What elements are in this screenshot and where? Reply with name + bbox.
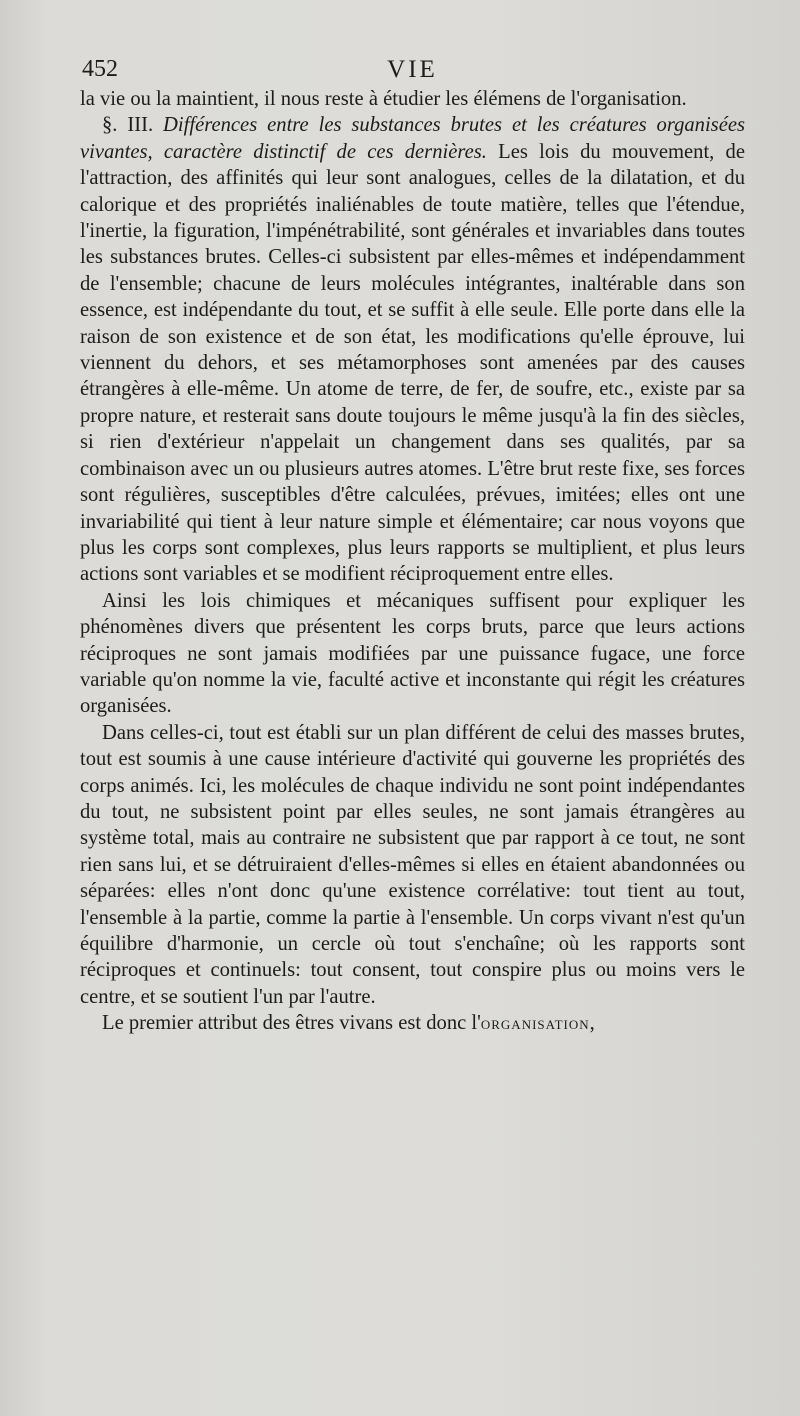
- keyword-organisation: organisation: [480, 1013, 590, 1034]
- paragraph-2-text: Les lois du mouvement, de l'attraction, des affinités qui leur sont analogues, celles de la dilatation, et du calorique et des propriétés inaliénables de toute matière, telles que l'étendue, l'inertie, la figuration, l'impénétrabilité, sont générales et invariables dans toutes les substances brutes. Celles-ci subsistent par elles-mêmes et indépendamment de l'ensemble; chacune de leurs molécules intégrantes, inaltérable dans son essence, est indépendante du tout, et se suffit à elle seule. Elle porte dans elle la raison de son existence et de son état, les modifications qu'elle éprouve, lui viennent du dehors, et ses métamorphoses sont amenées par des causes étrangères à elle-même. Un atome de terre, de fer, de soufre, etc., existe par sa propre nature, et resterait sans doute toujours le même jusqu'à la fin des siècles, si rien d'extérieur n'appelait un changement dans ses qualités, par sa combinaison avec un ou plusieurs autres atomes. L'être brut reste fixe, ses forces sont régulières, susceptibles d'être calculées, prévues, imitées; elles ont une invariabilité qui tient à leur nature simple et élémentaire; car nous voyons que plus les corps sont complexes, plus leurs rapports se multiplient, et plus leurs actions sont variables et se modifient réciproquement entre elles.: [80, 140, 745, 586]
- paragraph-4: Dans celles-ci, tout est établi sur un plan différent de celui des masses brutes, tout est soumis à une cause intérieure d'activité qui gouverne les propriétés des corps animés. Ici, les molécules de chaque individu ne sont point indépendantes du tout, ne subsistent point par elles seules, ne sont jamais étrangères au système total, mais au contraire ne subsistent que par rapport à ce tout, ne sont rien sans lui, et se détruiraient d'elles-mêmes si elles en étaient abandonnées ou séparées: elles n'ont donc qu'une existence corrélative: tout tient au tout, l'ensemble à la partie, comme la partie à l'ensemble. Un corps vivant n'est qu'un équilibre d'harmonie, un cercle où tout s'enchaîne; où les rapports sont réciproques et continuels: tout consent, tout conspire plus ou moins vers le centre, et se soutient l'un par l'autre.: [80, 721, 745, 1008]
- paragraph-5-text: Le premier attribut des êtres vivans est donc l': [102, 1012, 481, 1035]
- section-title: Différences entre les substances brutes et les créatures organisées vivantes, caractère distinctif de ces dernières.: [80, 114, 745, 163]
- paragraph-5-end: ,: [589, 1012, 595, 1035]
- paragraph-5: [80, 1010, 745, 1036]
- page-number: 452: [82, 56, 118, 82]
- section-number: §. III.: [102, 114, 154, 137]
- paragraph-3: Ainsi les lois chimiques et mécaniques suffisent pour expliquer les phénomènes divers que présentent les corps bruts, parce que leurs actions réciproques ne sont jamais modifiées par une puissance fugace, une force variable qu'on nomme la vie, faculté active et inconstante qui régit les créatures organisées.: [80, 589, 745, 718]
- paragraph-1: la vie ou la maintient, il nous reste à étudier les élémens de l'organisation.: [80, 88, 687, 110]
- page-header: [80, 52, 745, 88]
- paragraph-2: [80, 112, 745, 587]
- body-text: [80, 86, 745, 1037]
- running-head: VIE: [387, 56, 438, 83]
